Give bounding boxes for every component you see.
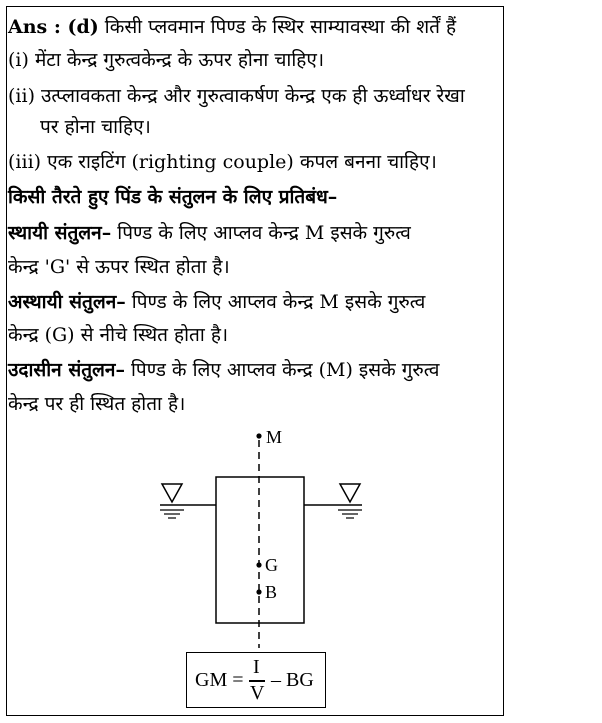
unstable-cont: केन्द्र (G) से नीचे स्थित होता है। bbox=[8, 324, 229, 346]
answer-label: Ans : (d) bbox=[8, 16, 99, 38]
formula-numerator: I bbox=[253, 656, 260, 678]
condition-2: (ii) उत्प्लावकता केन्द्र और गुरुत्वाकर्षण केन्द्र एक ही ऊर्ध्वाधर रेखा bbox=[8, 85, 465, 107]
neutral-label: उदासीन संतुलन– bbox=[8, 359, 125, 381]
floating-body bbox=[216, 477, 304, 623]
stable-label: स्थायी संतुलन– bbox=[8, 222, 112, 244]
neutral-text: पिण्ड के लिए आप्लव केन्द्र (M) इसके गुरुत्व bbox=[124, 359, 440, 381]
section-heading: किसी तैरते हुए पिंड के संतुलन के लिए प्रतिबंध– bbox=[8, 186, 338, 208]
metacentric-height-formula bbox=[186, 652, 326, 708]
answer-text: किसी प्लवमान पिण्ड के स्थिर साम्यावस्था की शर्तें हैं bbox=[98, 16, 457, 38]
point-m-label: M bbox=[266, 427, 283, 447]
condition-3: (iii) एक राइटिंग (righting couple) कपल बनना चाहिए। bbox=[8, 151, 437, 173]
unstable-label: अस्थायी संतुलन– bbox=[8, 291, 126, 313]
point-b-label: B bbox=[265, 582, 278, 602]
unstable-text: पिण्ड के लिए आप्लव केन्द्र M इसके गुरुत्व bbox=[125, 291, 426, 313]
point-g-label: G bbox=[265, 555, 278, 575]
point-m-dot bbox=[256, 433, 261, 438]
point-g-dot bbox=[256, 562, 261, 567]
water-level-symbol-right bbox=[338, 484, 362, 518]
formula-rhs: – BG bbox=[271, 669, 314, 691]
formula-denominator: V bbox=[250, 682, 265, 704]
stable-cont: केन्द्र 'G' से ऊपर स्थित होता है। bbox=[8, 256, 230, 278]
stable-text: पिण्ड के लिए आप्लव केन्द्र M इसके गुरुत्व bbox=[111, 222, 411, 244]
condition-2-cont: पर होना चाहिए। bbox=[40, 116, 151, 138]
condition-1: (i) मेंटा केन्द्र गुरुत्वकेन्द्र के ऊपर होना चाहिए। bbox=[8, 49, 325, 71]
water-level-symbol-left bbox=[160, 484, 184, 518]
neutral-cont: केन्द्र पर ही स्थित होता है। bbox=[8, 393, 186, 415]
point-b-dot bbox=[256, 589, 261, 594]
formula-lhs: GM = bbox=[195, 669, 244, 691]
